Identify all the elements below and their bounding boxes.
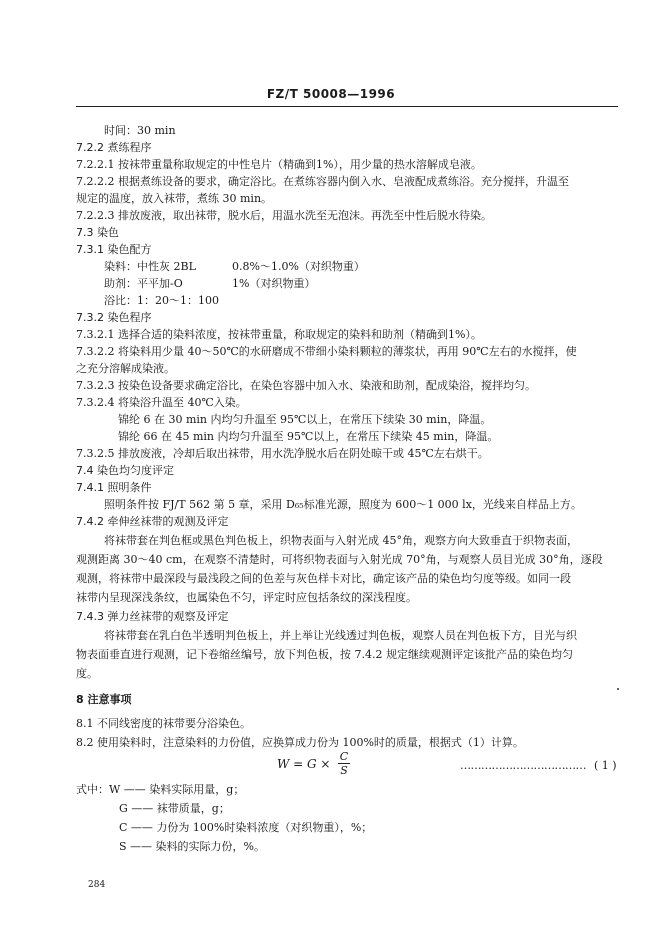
- text-line: 8.1 不同线密度的袜带要分浴染色。: [76, 717, 251, 730]
- text-line: 照明条件按 FJ/T 562 第 5 章，采用 D₆₅标准光源，照度为 600～1 000 lx，光线来自样品上方。: [104, 498, 582, 511]
- recipe-dye-label: 染料：中性灰 2BL: [104, 260, 196, 273]
- text-line: 袜带内呈现深浅条纹，也属染色不匀，评定时应包括条纹的深浅程度。: [76, 591, 417, 604]
- recipe-auxiliary-amount: 1%（对织物重）: [232, 277, 316, 290]
- text-line: 7.3.2.3 按染色设备要求确定浴比，在染色容器中加入水、染液和助剂，配成染浴，搅拌均匀。: [76, 379, 536, 392]
- page-number: 284: [88, 880, 106, 890]
- section-heading: 7.3.1 染色配方: [76, 243, 152, 256]
- variable-definition: S —— 染料的实际力份，%。: [119, 840, 265, 853]
- section-heading: 7.3 染色: [76, 226, 119, 239]
- header-rule: [76, 106, 618, 107]
- text-line: 观测距离 30～40 cm，在观察不清楚时，可将织物表面与入射光成 70°角，与观察人员目光成 30°角，逐段: [76, 553, 603, 566]
- text-line: 将袜带套在乳白色半透明判色板上，并上举让光线透过判色板，观察人员在判色板下方，目光与织: [104, 629, 577, 642]
- section-heading: 7.3.2 染色程序: [76, 311, 152, 324]
- text-line: 之充分溶解成染液。: [76, 362, 175, 375]
- section-heading: 7.2.2 煮练程序: [76, 141, 152, 154]
- recipe-auxiliary-label: 助剂：平平加-O: [104, 277, 183, 290]
- formula-denominator: S: [340, 764, 348, 777]
- formula-number: ( 1 ): [594, 759, 617, 772]
- recipe-bath-ratio: 浴比：1：20～1：100: [104, 294, 219, 307]
- text-line: 规定的温度，放入袜带，煮练 30 min。: [76, 192, 273, 205]
- text-line: 7.2.2.3 排放废液，取出袜带，脱水后，用温水洗至无泡沫。再洗至中性后脱水待染。: [76, 209, 492, 222]
- text-line: 7.2.2.2 根据煮练设备的要求，确定浴比。在煮练容器内倒入水、皂液配成煮练浴。充分搅拌，升温至: [76, 175, 569, 188]
- text-line: 7.3.2.2 将染料用少量 40～50℃的水研磨成不带细小染料颗粒的薄浆状，再用 90℃左右的水搅拌，使: [76, 345, 577, 358]
- section-heading: 7.4.2 牵伸丝袜带的观测及评定: [76, 515, 229, 528]
- section-heading: 7.4.1 照明条件: [76, 481, 152, 494]
- text-line: 将袜带套在判色框或黑色判色板上，织物表面与入射光成 45°角，观察方向大致垂直于织物表面，: [104, 534, 578, 547]
- chapter-heading: 8 注意事项: [76, 693, 132, 706]
- document-header: FZ/T 50008—1996: [266, 87, 396, 101]
- text-line: 物表面垂直进行观测，记下卷缩丝编号，放下判色板，按 7.4.2 规定继续观测评定该批产品的染色均匀: [76, 648, 573, 661]
- text-line: 7.3.2.1 选择合适的染料浓度，按袜带重量，称取规定的染料和助剂（精确到1%）。: [76, 328, 482, 341]
- variable-definition: 式中：W —— 染料实际用量，g；: [76, 783, 245, 796]
- variable-definition: C —— 力份为 100%时染料浓度（对织物重），%；: [119, 821, 373, 834]
- text-line: 锦纶 6 在 30 min 内均匀升温至 95℃以上，在常压下续染 30 min，降温。: [118, 413, 492, 426]
- text-line: 度。: [76, 667, 98, 680]
- text-line: 7.3.2.4 将染浴升温至 40℃入染。: [76, 396, 247, 409]
- formula-leader: ………………………………: [460, 759, 586, 772]
- scan-speck: [617, 688, 619, 690]
- text-line: 8.2 使用染料时，注意染料的力份值，应换算成力份为 100%时的质量，根据式（1）计算。: [76, 736, 524, 749]
- section-heading: 7.4.3 弹力丝袜带的观察及评定: [76, 610, 229, 623]
- variable-definition: G —— 袜带质量，g；: [119, 802, 230, 815]
- text-line: 观测，将袜带中最深段与最浅段之间的色差与灰色样卡对比，确定该产品的染色均匀度等级。如同一段: [76, 572, 571, 585]
- text-line: 锦纶 66 在 45 min 内均匀升温至 95℃以上，在常压下续染 45 min，降温。: [118, 430, 499, 443]
- text-line: 时间：30 min: [104, 124, 176, 137]
- section-heading: 7.4 染色均匀度评定: [76, 464, 174, 477]
- recipe-dye-amount: 0.8%～1.0%（对织物重）: [232, 260, 365, 273]
- formula-fraction: [336, 750, 352, 777]
- text-line: 7.3.2.5 排放废液，冷却后取出袜带，用水洗净脱水后在阴处晾干或 45℃左右烘干。: [76, 447, 489, 460]
- formula-lhs: W = G ×: [277, 757, 331, 771]
- formula-numerator: C: [339, 750, 349, 763]
- text-line: 7.2.2.1 按袜带重量称取规定的中性皂片（精确到1%），用少量的热水溶解成皂液。: [76, 158, 482, 171]
